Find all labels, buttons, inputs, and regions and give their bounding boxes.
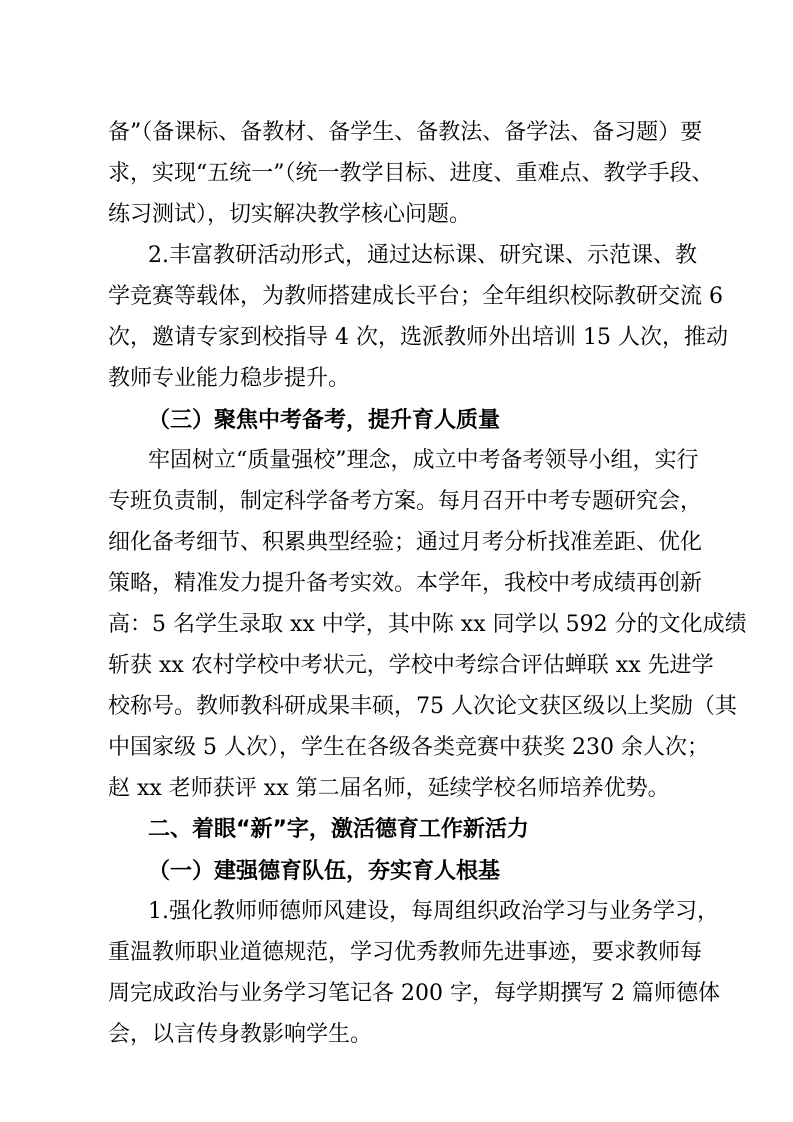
section-subheading: （一）建强德育队伍，夯实育人根基: [148, 858, 501, 884]
body-text-line: 高：5 名学生录取 xx 中学，其中陈 xx 同学以 592 分的文化成绩: [108, 612, 747, 637]
body-text-line: 2.丰富教研活动形式，通过达标课、研究课、示范课、教: [148, 243, 697, 268]
body-text-line: 中国家级 5 人次），学生在各级各类竞赛中获奖 230 余人次；: [108, 735, 709, 760]
body-text-line: 斩获 xx 农村学校中考状元，学校中考综合评估蝉联 xx 先进学: [108, 653, 714, 678]
body-text-line: 校称号。教师教科研成果丰硕，75 人次论文获区级以上奖励（其: [108, 694, 737, 719]
body-text-line: 策略，精准发力提升备考实效。本学年，我校中考成绩再创新: [108, 571, 703, 596]
body-text-line: 学竞赛等载体，为教师搭建成长平台；全年组织校际教研交流 6: [108, 284, 723, 309]
body-text-line: 牢固树立“质量强校”理念，成立中考备考领导小组，实行: [148, 448, 699, 473]
body-text-line: 次，邀请专家到校指导 4 次，选派教师外出培训 15 人次，推动: [108, 325, 728, 350]
body-text-line: 求，实现“五统一”（统一教学目标、进度、重难点、教学手段、: [108, 161, 714, 186]
body-text-line: 教师专业能力稳步提升。: [108, 366, 351, 391]
body-text-line: 1.强化教师师德师风建设，每周组织政治学习与业务学习，: [148, 899, 719, 924]
body-text-line: 赵 xx 老师获评 xx 第二届名师，延续学校名师培养优势。: [108, 776, 670, 801]
body-text-line: 专班负责制，制定科学备考方案。每月召开中考专题研究会，: [108, 489, 703, 514]
body-text-line: 练习测试），切实解决教学核心问题。: [108, 202, 472, 227]
body-text-line: 会，以言传身教影响学生。: [108, 1022, 373, 1047]
section-heading: 二、着眼“新”字，激活德育工作新活力: [148, 817, 529, 842]
body-text-line: 细化备考细节、积累典型经验；通过月考分析找准差距、优化: [108, 530, 703, 555]
body-text-line: 备”（备课标、备教材、备学生、备教法、备学法、备习题）要: [108, 120, 703, 145]
body-text-line: 周完成政治与业务学习笔记各 200 字，每学期撰写 2 篇师德体: [108, 981, 720, 1006]
section-subheading: （三）聚焦中考备考，提升育人质量: [148, 407, 501, 433]
body-text-line: 重温教师职业道德规范，学习优秀教师先进事迹，要求教师每: [108, 940, 703, 965]
